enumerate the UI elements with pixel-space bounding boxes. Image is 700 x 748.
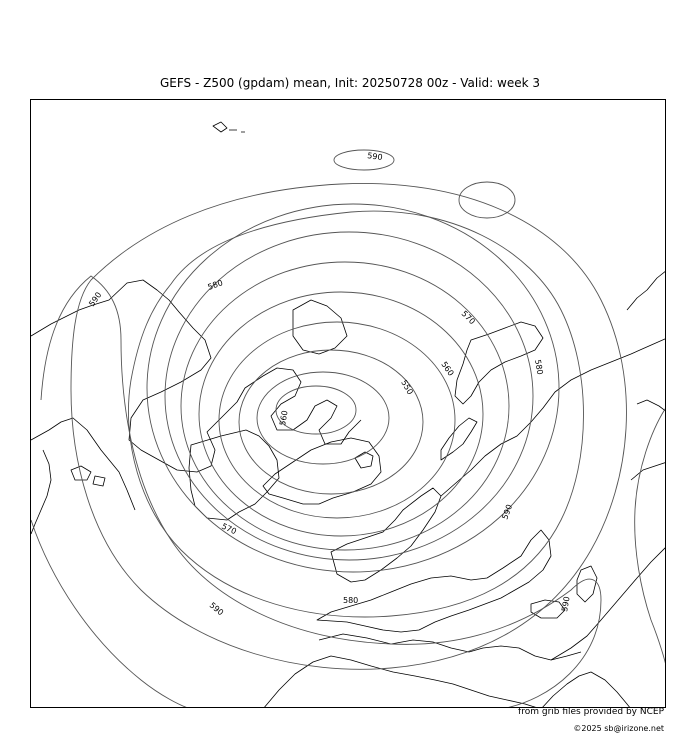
coast-russia-arctic	[441, 338, 666, 496]
coast-arabia	[541, 672, 631, 708]
contour-label: 560	[278, 409, 290, 427]
contour-label: 590	[560, 595, 572, 613]
coast-scandinavia	[331, 488, 441, 582]
contour-label: 590	[500, 503, 515, 521]
contour-580	[128, 211, 583, 617]
coast-novaya-zemlya	[441, 418, 477, 460]
contour-590-north	[334, 150, 394, 170]
contour-label: 560	[439, 359, 456, 378]
map-frame	[30, 99, 666, 708]
coast-islands-top	[213, 122, 245, 132]
contour-590-northeast	[459, 182, 515, 218]
contour-560	[199, 292, 483, 536]
contour-label: 550	[399, 378, 415, 397]
coast-taimyr	[455, 322, 543, 404]
coast-north-africa	[263, 656, 541, 708]
contour-550	[239, 350, 423, 494]
credit-copyright: ©2025 sb@irizone.net	[573, 724, 664, 733]
coast-hudson	[189, 430, 279, 520]
coast-great-lakes	[71, 466, 105, 486]
contour-540	[276, 386, 356, 434]
map-canvas	[31, 100, 666, 708]
coast-west-us	[31, 450, 51, 534]
contour-590	[41, 276, 601, 708]
contour-label: 590	[366, 151, 384, 163]
coast-caspian	[577, 566, 597, 602]
coast-mediterranean	[319, 634, 581, 660]
credit-source: from grib files provided by NCEP	[518, 707, 664, 717]
contour-label: 590	[207, 600, 226, 618]
coast-far-east	[627, 270, 666, 310]
z500-contours	[31, 150, 666, 708]
contour-label: 580	[206, 278, 225, 292]
contour-590-east	[635, 406, 666, 670]
contour-label: 570	[220, 521, 238, 537]
contour-565	[181, 262, 509, 550]
coast-east-asia	[631, 462, 666, 480]
contour-labels	[87, 151, 571, 617]
contour-545	[257, 372, 389, 464]
coast-japan	[637, 400, 666, 412]
contour-555	[219, 322, 455, 518]
contour-label: 580	[533, 358, 545, 376]
contour-label: 570	[459, 309, 477, 327]
contour-590-arc	[31, 520, 191, 708]
contour-label: 580	[343, 596, 359, 605]
coast-arctic-islands	[263, 368, 361, 444]
contour-label: 590	[87, 290, 104, 309]
map-title: GEFS - Z500 (gpdam) mean, Init: 20250728 00z - Valid: week 3	[159, 76, 541, 90]
